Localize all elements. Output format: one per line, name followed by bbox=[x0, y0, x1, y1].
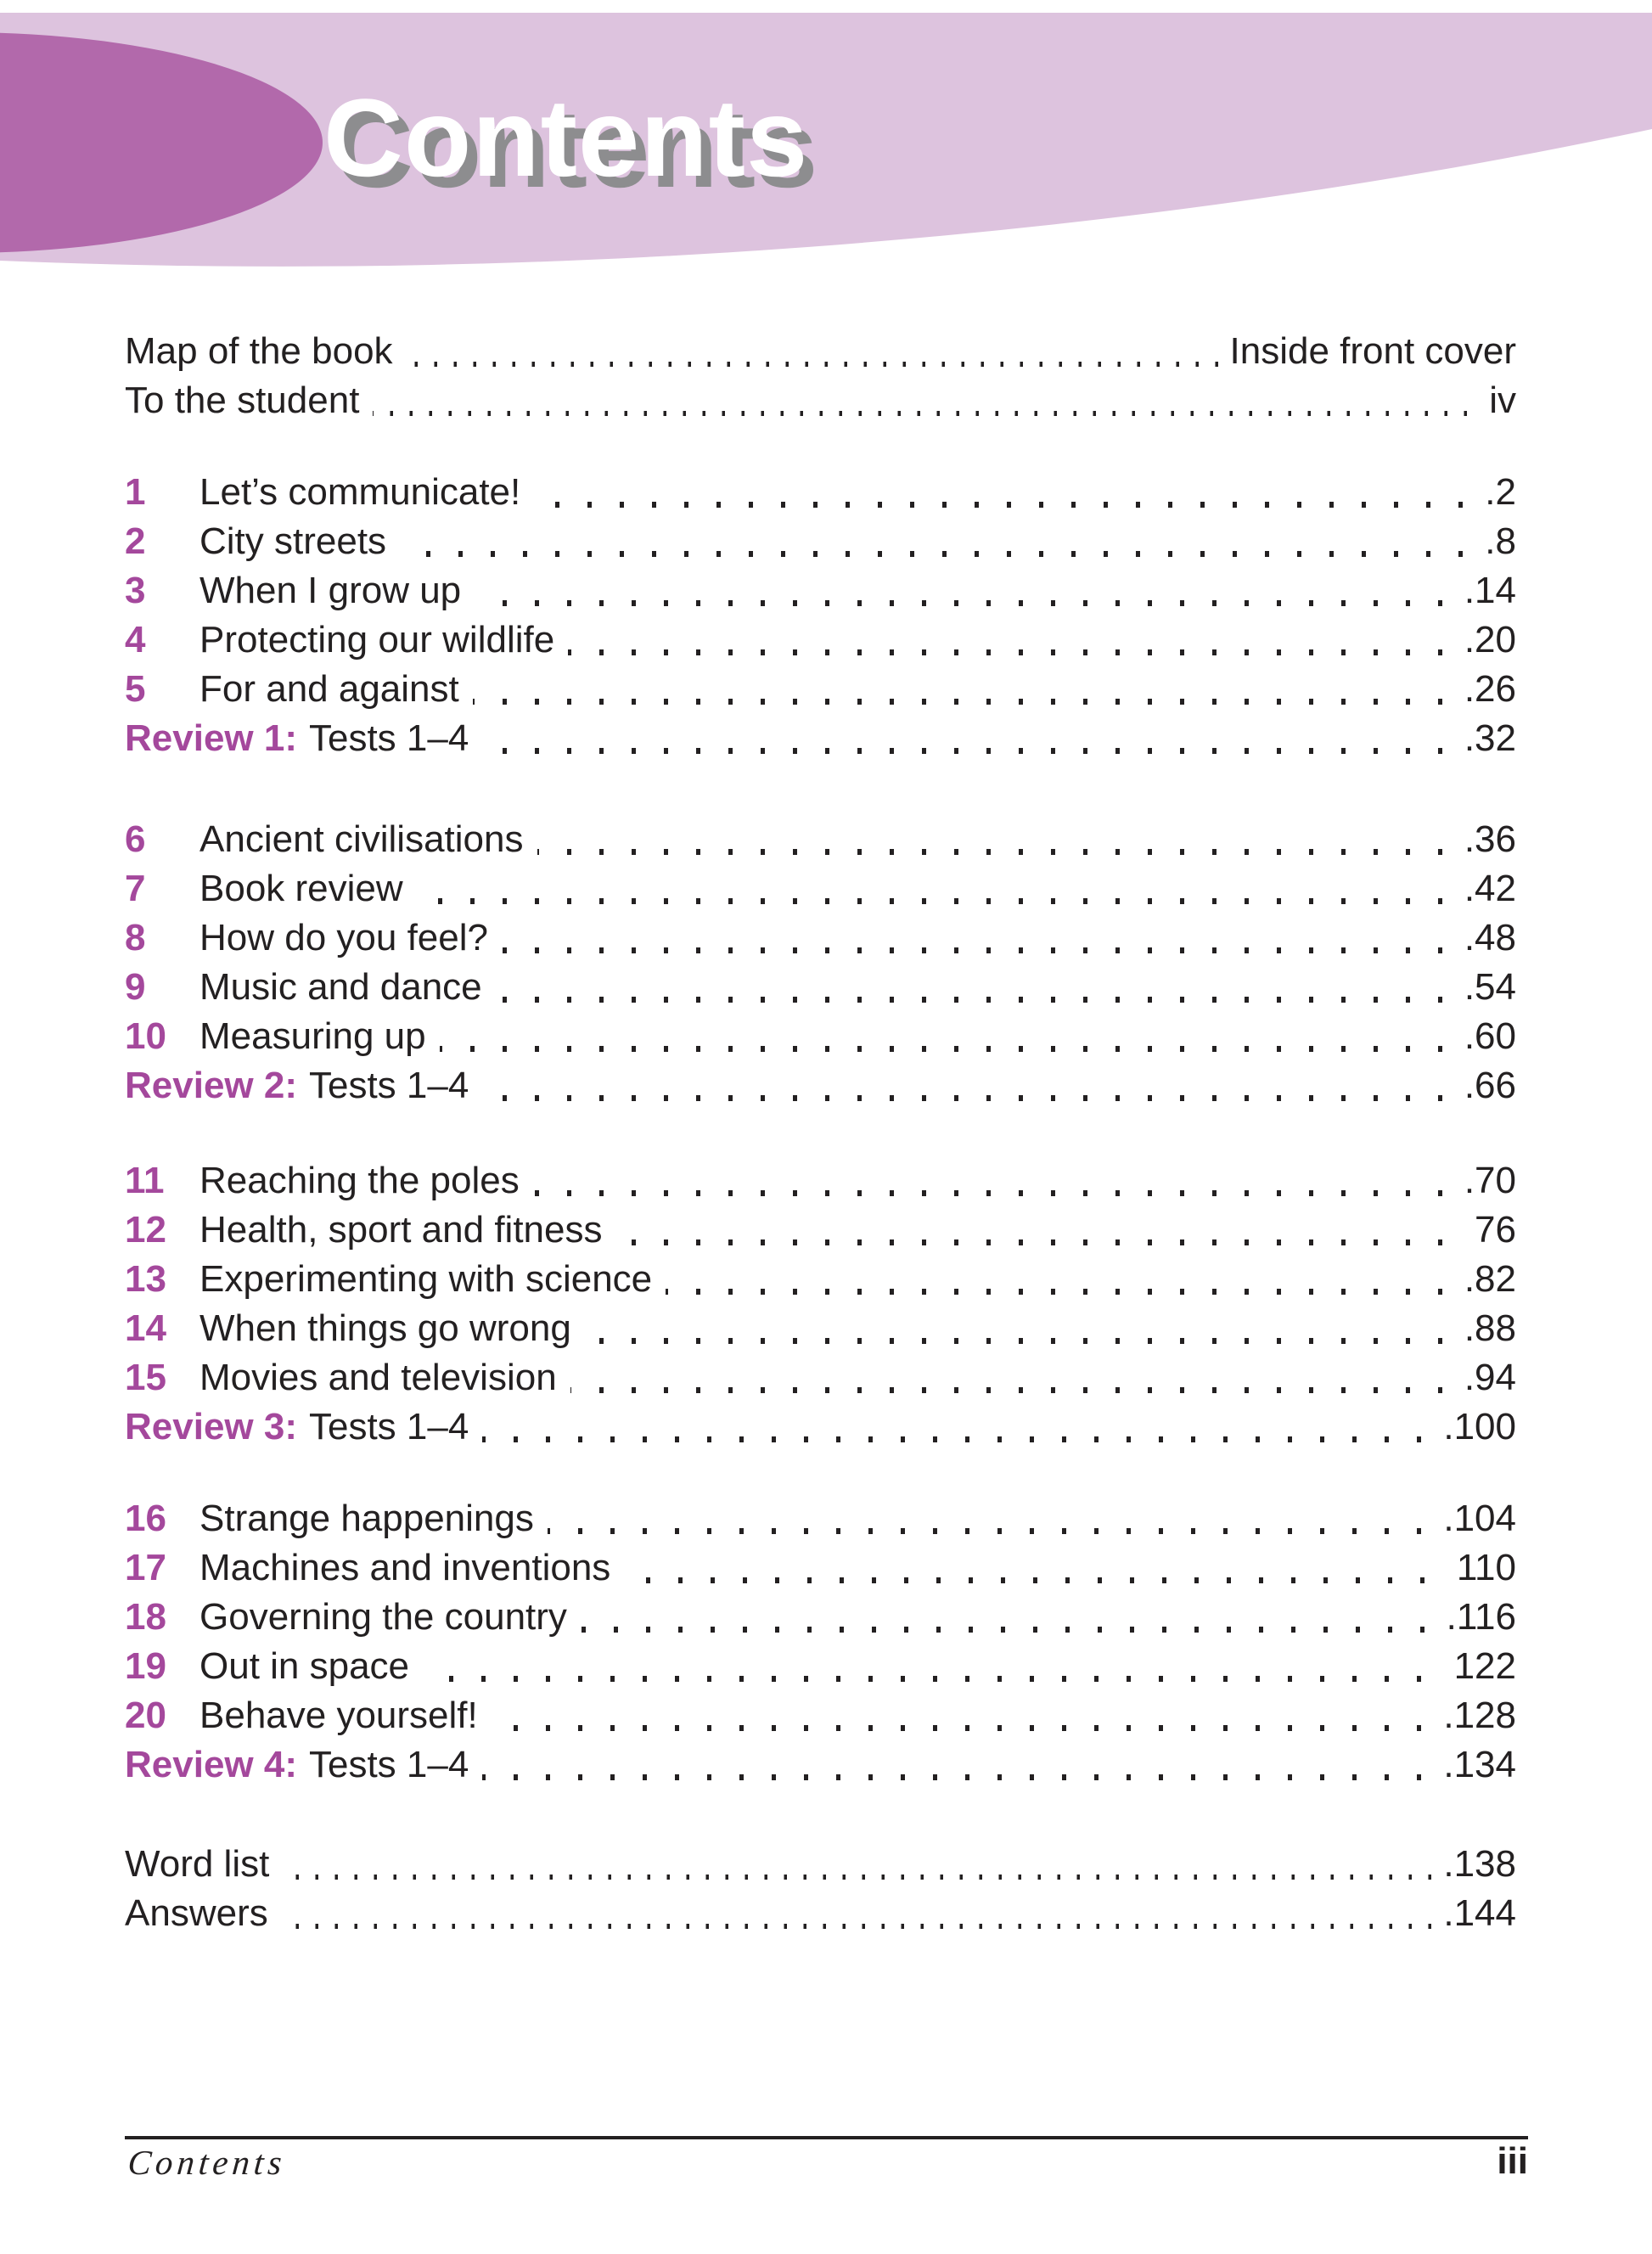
dot-leader bbox=[475, 600, 1442, 606]
chapter-title: Out in space bbox=[199, 1645, 410, 1687]
chapter-number: 10 bbox=[125, 1015, 166, 1057]
toc-block-3 bbox=[125, 1156, 1516, 1452]
chapter-number: 14 bbox=[125, 1307, 166, 1349]
page-ref: 76 bbox=[1464, 1209, 1516, 1251]
page-ref: .82 bbox=[1464, 1258, 1516, 1300]
page-ref: .42 bbox=[1464, 868, 1516, 909]
dot-leader bbox=[423, 1676, 1421, 1682]
chapter-number: 1 bbox=[125, 471, 146, 513]
chapter-title: Music and dance bbox=[199, 966, 482, 1008]
toc-row-unit-4 bbox=[125, 615, 1516, 665]
toc-row-review-1 bbox=[125, 714, 1516, 763]
page-ref: .94 bbox=[1464, 1357, 1516, 1398]
chapter-title: Book review bbox=[199, 868, 403, 909]
toc-row-unit-9 bbox=[125, 963, 1516, 1012]
dot-leader bbox=[537, 849, 1442, 855]
toc-row-unit-10 bbox=[125, 1012, 1516, 1061]
entry-label: To the student bbox=[125, 379, 360, 421]
toc-row-word-list bbox=[125, 1840, 1516, 1889]
page-ref: 110 bbox=[1446, 1547, 1516, 1588]
chapter-title: Behave yourself! bbox=[199, 1695, 478, 1736]
review-title: Tests 1–4 bbox=[308, 1744, 469, 1785]
page-ref: .128 bbox=[1443, 1695, 1516, 1736]
review-label: Review 2: bbox=[125, 1065, 297, 1106]
dot-leader bbox=[534, 502, 1463, 508]
toc-row-unit-8 bbox=[125, 913, 1516, 963]
toc-row-unit-18 bbox=[125, 1593, 1516, 1642]
chapter-title: Governing the country bbox=[199, 1596, 567, 1638]
review-title: Tests 1–4 bbox=[308, 1065, 469, 1106]
page-ref: .8 bbox=[1485, 520, 1516, 562]
chapter-number: 15 bbox=[125, 1357, 166, 1398]
toc-row-unit-19 bbox=[125, 1642, 1516, 1691]
toc-block-4 bbox=[125, 1494, 1516, 1790]
page-title: Contents bbox=[323, 76, 809, 200]
page-ref: .60 bbox=[1464, 1015, 1516, 1057]
dot-leader bbox=[482, 1436, 1421, 1442]
chapter-title: Strange happenings bbox=[199, 1498, 534, 1539]
chapter-number: 20 bbox=[125, 1695, 166, 1736]
chapter-number: 12 bbox=[125, 1209, 166, 1251]
dot-leader bbox=[581, 1627, 1424, 1633]
chapter-title: Ancient civilisations bbox=[199, 818, 524, 860]
chapter-title: Movies and television bbox=[199, 1357, 557, 1398]
page-ref: 122 bbox=[1443, 1645, 1516, 1687]
footer-rule bbox=[125, 2136, 1528, 2139]
chapter-title: Experimenting with science bbox=[199, 1258, 653, 1300]
chapter-number: 19 bbox=[125, 1645, 166, 1687]
dot-leader bbox=[440, 1046, 1442, 1052]
chapter-title: Reaching the poles bbox=[199, 1160, 520, 1201]
dot-leader bbox=[496, 997, 1442, 1003]
chapter-number: 9 bbox=[125, 966, 146, 1008]
review-title: Tests 1–4 bbox=[308, 717, 469, 759]
dot-leader bbox=[533, 1190, 1442, 1196]
toc-row-unit-12 bbox=[125, 1206, 1516, 1255]
chapter-number: 7 bbox=[125, 868, 146, 909]
toc-row-unit-5 bbox=[125, 665, 1516, 714]
dot-leader bbox=[502, 947, 1442, 953]
chapter-title: When things go wrong bbox=[199, 1307, 571, 1349]
chapter-title: Health, sport and fitness bbox=[199, 1209, 603, 1251]
dot-leader bbox=[417, 898, 1442, 904]
dot-leader bbox=[473, 699, 1442, 705]
chapter-title: How do you feel? bbox=[199, 917, 488, 958]
page-ref: .20 bbox=[1464, 619, 1516, 660]
toc-row-unit-20 bbox=[125, 1691, 1516, 1740]
dot-leader bbox=[373, 411, 1467, 416]
page-ref: .104 bbox=[1443, 1498, 1516, 1539]
toc-row-unit-3 bbox=[125, 566, 1516, 615]
toc-row-unit-6 bbox=[125, 815, 1516, 864]
chapter-number: 2 bbox=[125, 520, 146, 562]
toc-row-review-3 bbox=[125, 1402, 1516, 1452]
table-of-contents bbox=[125, 327, 1516, 1938]
entry-label: Answers bbox=[125, 1892, 268, 1934]
page-ref: .2 bbox=[1485, 471, 1516, 513]
footer-page-number: iii bbox=[1497, 2140, 1528, 2182]
toc-row-to-the-student bbox=[125, 376, 1516, 425]
footer-section-label: Contents bbox=[126, 2143, 288, 2182]
toc-row-map-of-the-book bbox=[125, 327, 1516, 376]
review-title: Tests 1–4 bbox=[308, 1406, 469, 1447]
page-ref: .32 bbox=[1464, 717, 1516, 759]
chapter-number: 13 bbox=[125, 1258, 166, 1300]
dot-leader bbox=[283, 1875, 1431, 1880]
dot-leader bbox=[548, 1528, 1421, 1534]
dot-leader bbox=[400, 551, 1463, 557]
toc-row-answers bbox=[125, 1889, 1516, 1938]
page-ref: iv bbox=[1479, 379, 1516, 421]
page-ref: .138 bbox=[1443, 1843, 1516, 1885]
chapter-title: City streets bbox=[199, 520, 387, 562]
toc-block-2 bbox=[125, 815, 1516, 1110]
toc-row-unit-15 bbox=[125, 1353, 1516, 1402]
dot-leader bbox=[615, 1239, 1441, 1245]
chapter-title: Protecting our wildlife bbox=[199, 619, 555, 660]
page-ref: .48 bbox=[1464, 917, 1516, 958]
toc-row-review-4 bbox=[125, 1740, 1516, 1790]
page-ref: .54 bbox=[1464, 966, 1516, 1008]
chapter-title: Let’s communicate! bbox=[199, 471, 521, 513]
page-ref: .70 bbox=[1464, 1160, 1516, 1201]
dot-leader bbox=[666, 1289, 1442, 1295]
chapter-number: 11 bbox=[125, 1160, 165, 1201]
toc-row-unit-11 bbox=[125, 1156, 1516, 1206]
toc-row-unit-7 bbox=[125, 864, 1516, 913]
dot-leader bbox=[568, 649, 1442, 655]
review-label: Review 1: bbox=[125, 717, 297, 759]
dot-leader bbox=[624, 1577, 1424, 1583]
page-ref: .116 bbox=[1446, 1596, 1516, 1638]
entry-label: Word list bbox=[125, 1843, 270, 1885]
chapter-number: 16 bbox=[125, 1498, 166, 1539]
dot-leader bbox=[407, 362, 1218, 367]
chapter-number: 18 bbox=[125, 1596, 166, 1638]
chapter-number: 5 bbox=[125, 668, 146, 710]
chapter-title: Measuring up bbox=[199, 1015, 426, 1057]
page-ref: .144 bbox=[1443, 1892, 1516, 1934]
chapter-title: Machines and inventions bbox=[199, 1547, 611, 1588]
toc-row-unit-13 bbox=[125, 1255, 1516, 1304]
chapter-number: 8 bbox=[125, 917, 146, 958]
page-ref: .36 bbox=[1464, 818, 1516, 860]
review-label: Review 3: bbox=[125, 1406, 297, 1447]
page-ref: .134 bbox=[1443, 1744, 1516, 1785]
chapter-number: 4 bbox=[125, 619, 146, 660]
dot-leader bbox=[482, 1774, 1421, 1780]
review-label: Review 4: bbox=[125, 1744, 297, 1785]
toc-row-unit-16 bbox=[125, 1494, 1516, 1543]
toc-row-unit-17 bbox=[125, 1543, 1516, 1593]
chapter-number: 3 bbox=[125, 570, 146, 611]
chapter-number: 6 bbox=[125, 818, 146, 860]
page-ref: .88 bbox=[1464, 1307, 1516, 1349]
dot-leader bbox=[570, 1387, 1442, 1393]
header-swoosh bbox=[0, 0, 1652, 293]
toc-row-unit-2 bbox=[125, 517, 1516, 566]
page-ref: .66 bbox=[1464, 1065, 1516, 1106]
toc-end-block bbox=[125, 1840, 1516, 1938]
page-ref: .100 bbox=[1443, 1406, 1516, 1447]
chapter-number: 17 bbox=[125, 1547, 166, 1588]
toc-block-1 bbox=[125, 468, 1516, 763]
dot-leader bbox=[482, 748, 1442, 754]
page-ref: .14 bbox=[1464, 570, 1516, 611]
dot-leader bbox=[492, 1725, 1422, 1731]
dot-leader bbox=[585, 1338, 1442, 1344]
toc-row-review-2 bbox=[125, 1061, 1516, 1110]
toc-row-unit-14 bbox=[125, 1304, 1516, 1353]
entry-label: Map of the book bbox=[125, 330, 393, 372]
dot-leader bbox=[282, 1924, 1432, 1929]
page-ref: .26 bbox=[1464, 668, 1516, 710]
dot-leader bbox=[482, 1095, 1442, 1101]
page-ref: Inside front cover bbox=[1229, 330, 1516, 372]
chapter-title: For and against bbox=[199, 668, 459, 710]
chapter-title: When I grow up bbox=[199, 570, 462, 611]
toc-row-unit-1 bbox=[125, 468, 1516, 517]
